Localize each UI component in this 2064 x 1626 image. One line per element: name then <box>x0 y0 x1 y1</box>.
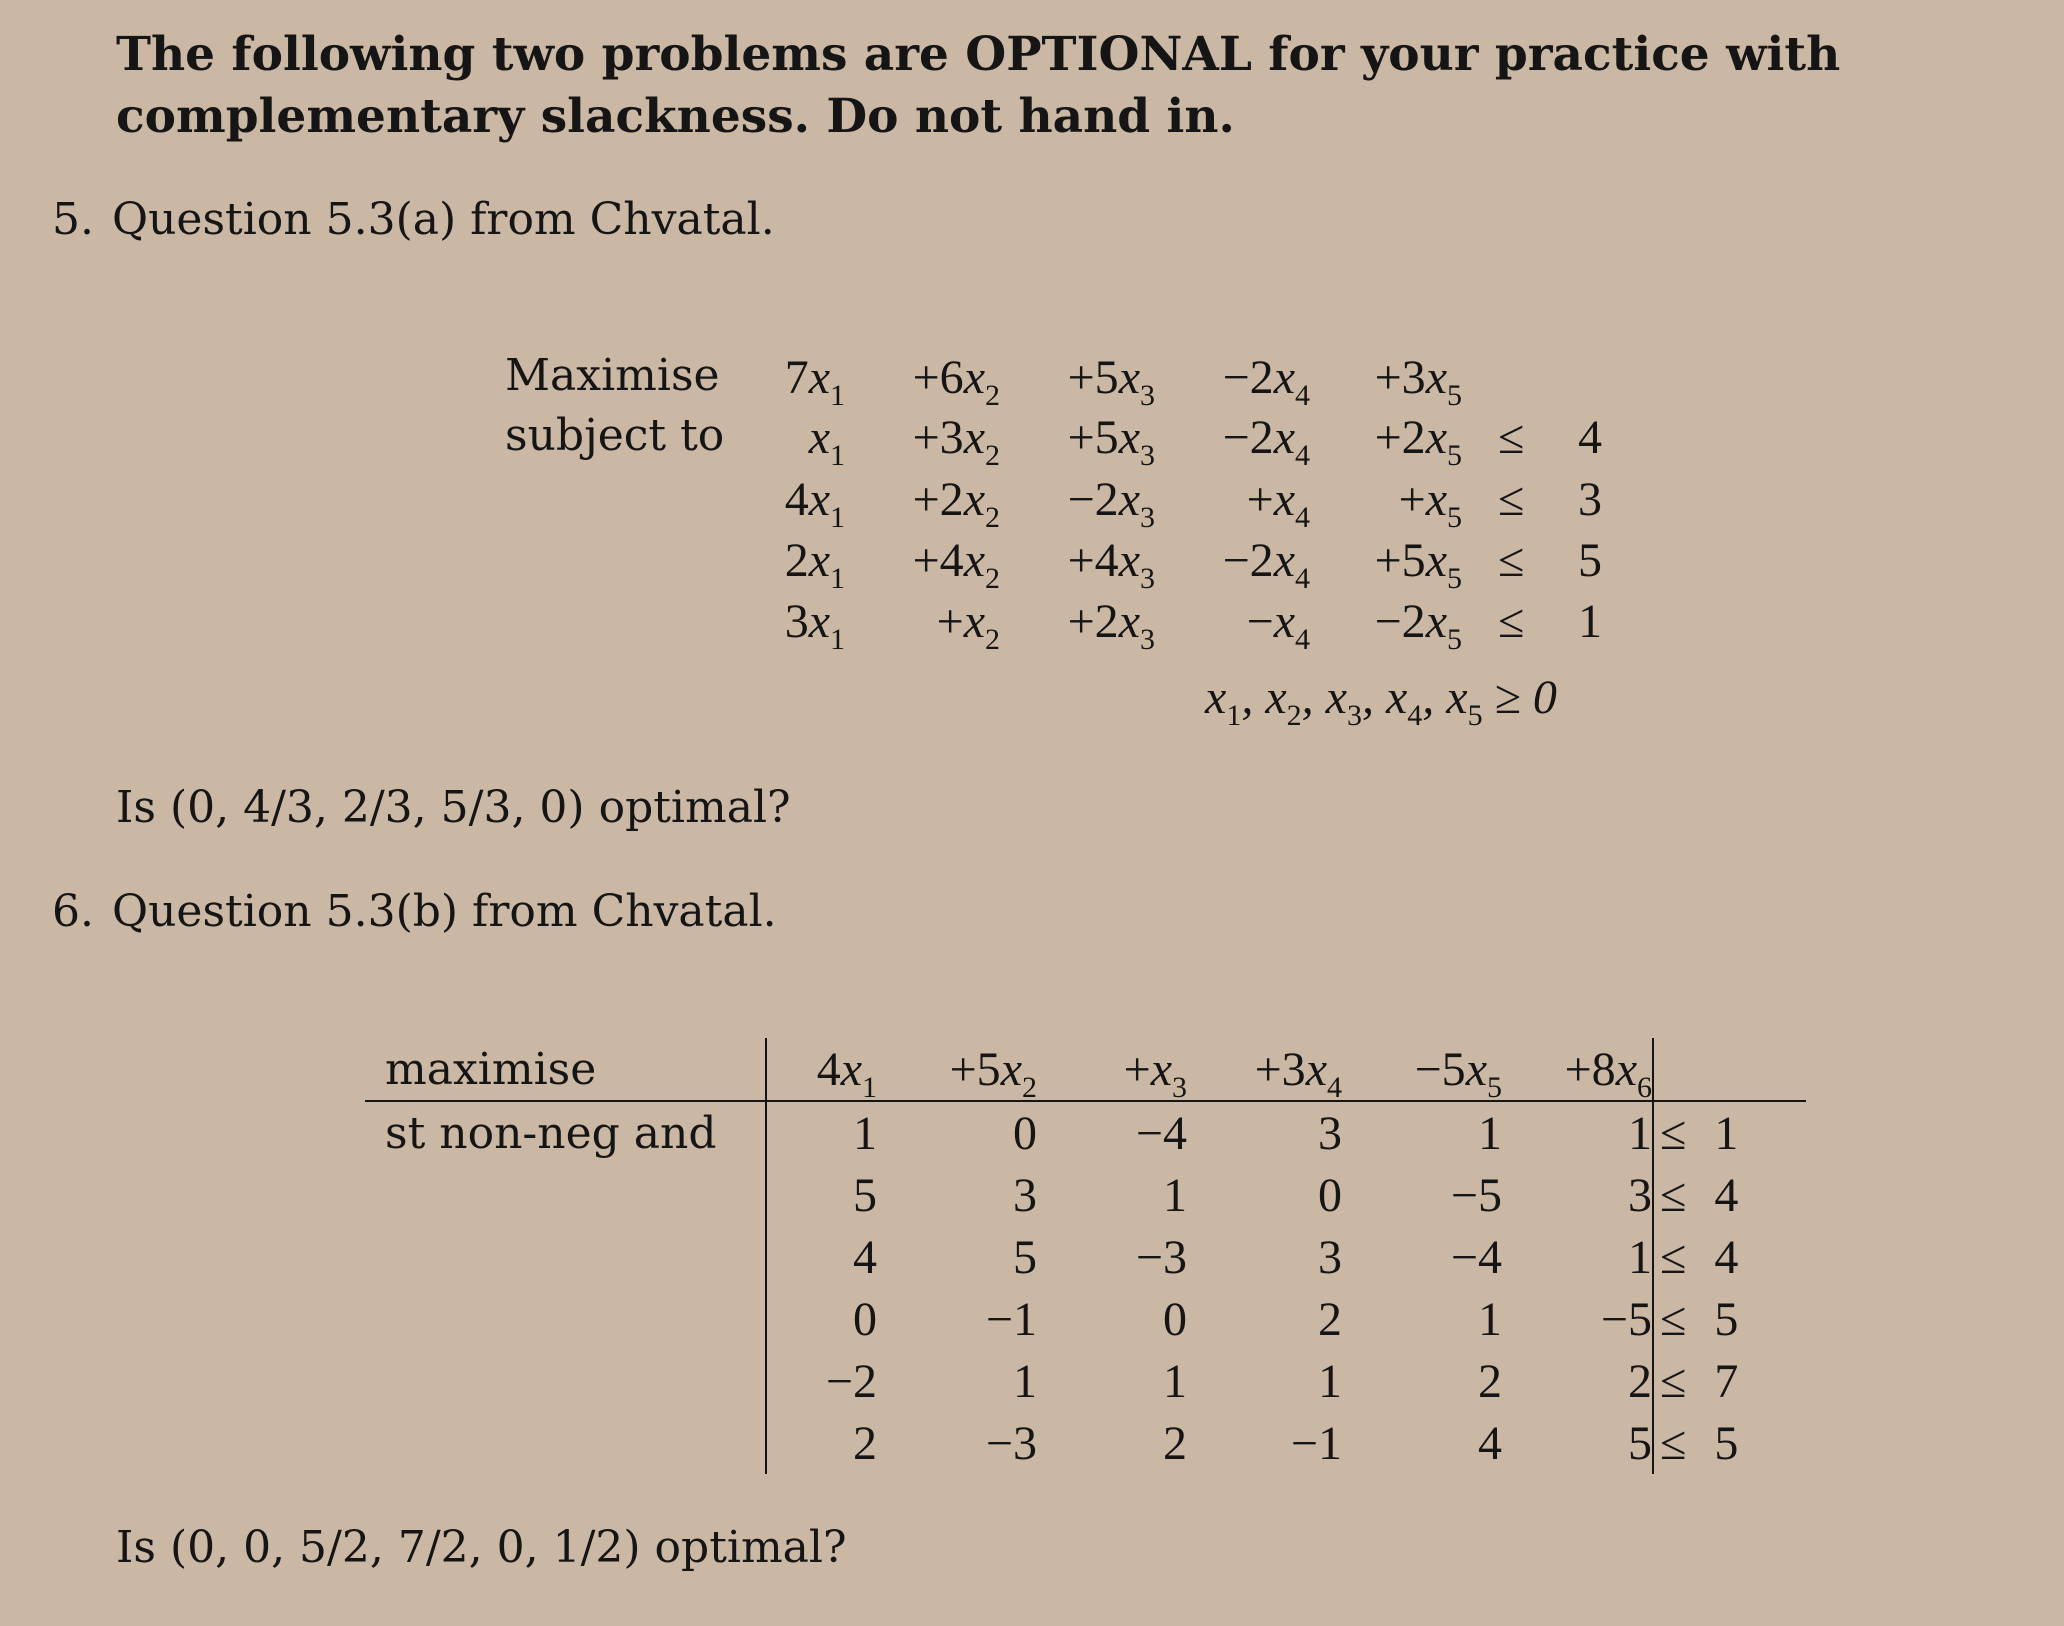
lp2-coefficient: 2 <box>1163 1416 1187 1470</box>
lp1-constraint-term: $+x_2$ <box>936 595 1000 656</box>
lp2-objective-term: $+3x_4$ <box>1187 1038 1342 1101</box>
question-5-ask: Is (0, 4/3, 2/3, 5/3, 0) optimal? <box>116 782 791 833</box>
lp2-coefficient: 1 <box>1163 1168 1187 1222</box>
lp1-constraint-term: $+2x_3$ <box>1067 595 1155 656</box>
lp2-coefficient: −3 <box>1135 1230 1187 1284</box>
lp2-label-cell <box>365 1350 766 1412</box>
lp2-objective-term: $+5x_2$ <box>897 1038 1037 1101</box>
lp1-objective-term: $7x_1$ <box>784 351 845 412</box>
lp1-constraint-term: $4x_1$ <box>784 473 845 534</box>
lp1-nonnegativity <box>1205 670 1557 732</box>
intro-paragraph: The following two problems are OPTIONAL for your practice with complementary slackness. Do not hand in. <box>116 27 1841 144</box>
lp1-constraint-term: $-2x_3$ <box>1067 473 1155 534</box>
lp2-objective-term: $4x_1$ <box>766 1038 897 1101</box>
lp2-relation: ≤ <box>1653 1164 1686 1226</box>
lp2-coefficient: 1 <box>1478 1106 1502 1160</box>
lp1-constraint-term: $+4x_2$ <box>912 534 1000 595</box>
lp1-constraint-term: $-2x_4$ <box>1222 411 1310 472</box>
question-6-heading <box>52 884 777 940</box>
lp2-rhs: 4 <box>1714 1230 1739 1284</box>
lp2-constraint-row <box>365 1101 1806 1164</box>
lp2-relation: ≤ <box>1653 1350 1686 1412</box>
lp2-coefficient: 3 <box>1318 1230 1342 1284</box>
lp2-objective-term: $+8x_6$ <box>1502 1038 1653 1101</box>
lp2-objective-row <box>365 1038 1806 1101</box>
lp2-constraint-row <box>365 1288 1806 1350</box>
lp2-relation: ≤ <box>1653 1412 1686 1474</box>
lp2-rhs: 5 <box>1714 1292 1739 1346</box>
lp1-rhs: 3 <box>1578 473 1602 526</box>
lp2-coefficient: 3 <box>1628 1168 1652 1222</box>
lp2-rhs: 1 <box>1714 1106 1739 1160</box>
lp2-coefficient: 5 <box>1013 1230 1037 1284</box>
lp1-rhs: 4 <box>1578 411 1602 464</box>
lp1-constraint-term: $+5x_5$ <box>1374 534 1462 595</box>
lp1-objective-term: $-2x_4$ <box>1222 351 1310 412</box>
question-5-text: Question 5.3(a) from Chvatal. <box>112 194 775 245</box>
lp2-label-cell <box>365 1412 766 1474</box>
lp2-coefficient: 1 <box>1318 1354 1342 1408</box>
lp2-coefficient: −1 <box>1290 1416 1342 1470</box>
lp1-constraint-term: $+2x_2$ <box>912 473 1000 534</box>
lp2-coefficient: 1 <box>1163 1354 1187 1408</box>
lp1-relation: ≤ <box>1498 534 1525 587</box>
lp2-st-label: st non-neg and <box>385 1107 717 1159</box>
lp1-relation: ≤ <box>1498 473 1525 526</box>
lp2-empty-cell <box>1686 1038 1806 1101</box>
question-5-number: 5. <box>52 194 94 245</box>
lp2-constraint-row <box>365 1164 1806 1226</box>
lp1-nonneg-render: $x_1$, $x_2$, $x_3$, $x_4$, $x_5 \ge 0$ <box>1205 671 1557 732</box>
lp2-rhs: 5 <box>1714 1416 1739 1470</box>
question-6-number: 6. <box>52 886 94 937</box>
lp2-coefficient: 0 <box>1318 1168 1342 1222</box>
lp2-coefficient: 1 <box>766 1101 897 1164</box>
lp1-subject-to-label: subject to <box>505 410 725 461</box>
lp2-objective-term: $+x_3$ <box>1037 1038 1187 1101</box>
lp2-label-cell <box>365 1164 766 1226</box>
lp1-rhs: 5 <box>1578 534 1602 587</box>
lp2-coefficient: 1 <box>1628 1230 1652 1284</box>
lp2-coefficient: 1 <box>1013 1354 1037 1408</box>
lp2-coefficient: 5 <box>1628 1416 1652 1470</box>
lp2-coefficient: 0 <box>1013 1106 1037 1160</box>
lp2-relation: ≤ <box>1653 1101 1686 1164</box>
lp2-coefficient: 3 <box>1013 1168 1037 1222</box>
lp2-coefficient: −1 <box>985 1292 1037 1346</box>
lp2-constraint-row <box>365 1226 1806 1288</box>
lp2-maximise-label: maximise <box>365 1038 766 1101</box>
lp2-coefficient: −2 <box>766 1350 897 1412</box>
lp2-coefficient: −4 <box>1135 1106 1187 1160</box>
lp1-relation: ≤ <box>1498 411 1525 464</box>
lp1-constraint-term: $-2x_5$ <box>1374 595 1462 656</box>
lp2-coefficient: 5 <box>766 1164 897 1226</box>
lp1-constraint-term: $-x_4$ <box>1246 595 1310 656</box>
lp2-divider-cell <box>1653 1038 1686 1101</box>
lp2-relation: ≤ <box>1653 1288 1686 1350</box>
lp1-objective-term: $+5x_3$ <box>1067 351 1155 412</box>
lp1-constraint-term: $+4x_3$ <box>1067 534 1155 595</box>
question-5-heading <box>52 192 775 248</box>
lp2-rhs: 4 <box>1714 1168 1739 1222</box>
lp2-coefficient: −3 <box>985 1416 1037 1470</box>
question-6-ask: Is (0, 0, 5/2, 7/2, 0, 1/2) optimal? <box>116 1522 847 1573</box>
lp1-constraint-term: $+2x_5$ <box>1374 411 1462 472</box>
lp1-constraint-term: $+x_4$ <box>1246 473 1310 534</box>
lp2-coefficient: 2 <box>1628 1354 1652 1408</box>
lp2-coefficient: −5 <box>1600 1292 1652 1346</box>
lp2-coefficient: 3 <box>1318 1106 1342 1160</box>
lp2-label-cell <box>365 1226 766 1288</box>
lp2-label-cell <box>365 1288 766 1350</box>
lp2-coefficient: 2 <box>1478 1354 1502 1408</box>
lp2-rhs: 7 <box>1714 1354 1739 1408</box>
lp2-tableau <box>365 1038 1806 1474</box>
question-6-text: Question 5.3(b) from Chvatal. <box>112 886 777 937</box>
lp2-constraint-row <box>365 1412 1806 1474</box>
lp2-coefficient: 2 <box>1318 1292 1342 1346</box>
lp1-relation: ≤ <box>1498 595 1525 648</box>
lp2-coefficient: −4 <box>1450 1230 1502 1284</box>
lp2-constraint-row <box>365 1350 1806 1412</box>
lp1-maximise-label: Maximise <box>505 350 720 401</box>
lp1-objective-term: $+6x_2$ <box>912 351 1000 412</box>
lp1-objective-term: $+3x_5$ <box>1374 351 1462 412</box>
lp2-relation: ≤ <box>1653 1226 1686 1288</box>
lp2-coefficient: 4 <box>1478 1416 1502 1470</box>
lp2-coefficient: −5 <box>1450 1168 1502 1222</box>
lp1-constraint-term: $x_1$ <box>808 411 845 472</box>
lp2-coefficient: 4 <box>766 1226 897 1288</box>
lp1-constraint-term: $-2x_4$ <box>1222 534 1310 595</box>
lp2-coefficient: 0 <box>766 1288 897 1350</box>
lp1-constraint-term: $+5x_3$ <box>1067 411 1155 472</box>
lp2-objective-term: $-5x_5$ <box>1342 1038 1502 1101</box>
lp2-coefficient: 1 <box>1478 1292 1502 1346</box>
lp1-constraint-term: $+3x_2$ <box>912 411 1000 472</box>
lp1-constraint-term: $3x_1$ <box>784 595 845 656</box>
lp1-rhs: 1 <box>1578 595 1602 648</box>
lp2-coefficient: 1 <box>1628 1106 1652 1160</box>
lp1-constraint-term: $+x_5$ <box>1398 473 1462 534</box>
lp2-coefficient: 0 <box>1163 1292 1187 1346</box>
lp2-coefficient: 2 <box>766 1412 897 1474</box>
lp1-constraint-term: $2x_1$ <box>784 534 845 595</box>
